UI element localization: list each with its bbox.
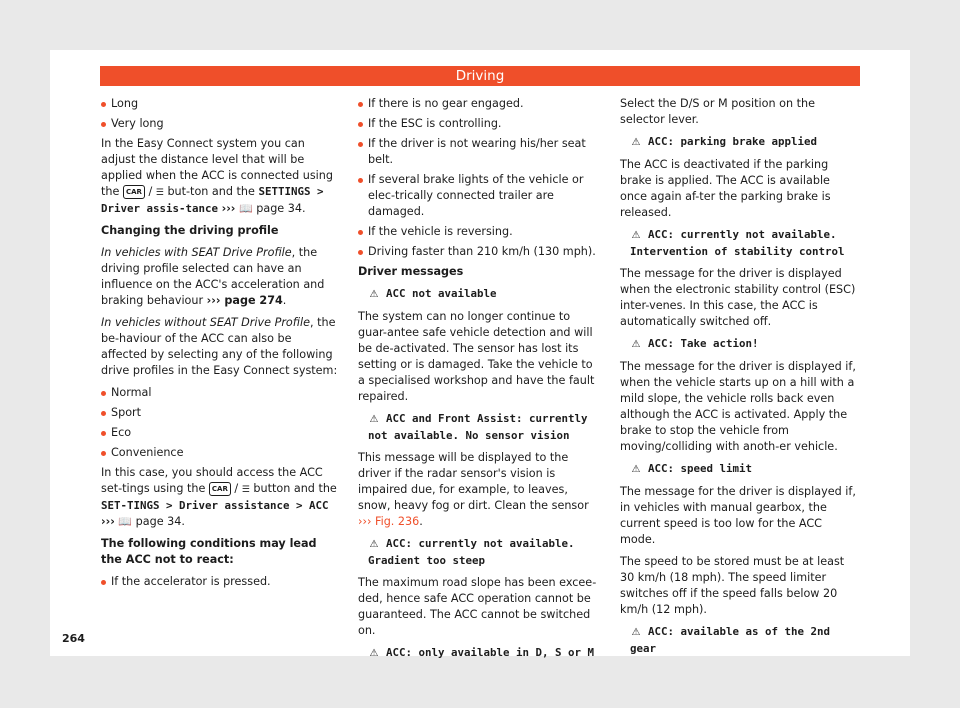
column-2: If there is no gear engaged. If the ESC is controlling. If the driver is not wearing his/her seat belt. If several brake lights of the vehicle or elec-trically connected trailer are damaged. If the vehicle is reversing. Driving faster than 210 km/h (130 mph). Driver messages ⚠ ACC not available The system can no longer continue to guar-antee safe vehicle detection and will be de-activated. The sensor has lost its setting or is damaged. Take the vehicle to a specialised workshop and have the fault repaired. ⚠ ACC and Front Assist: currently not available. No sensor vision This message will be displayed to the driver if the radar sensor's vision is impaired due, for example, to leaves, snow, heavy fog or dirt. Clean the sensor ››› Fig. 236. ⚠ ACC: currently not available. Gradient too steep The maximum road slope has been excee-ded, hence safe ACC operation cannot be guaranteed. The ACC cannot be switched on. ⚠ ACC: only available in D, S or M [358, 96, 598, 668]
access-paragraph: In this case, you should access the ACC set-tings using the CAR / ☰ button and the SET-TINGS > Driver assistance > ACC ››› 📖 page 34. [101, 466, 337, 528]
settings-path: SETTINGS > Driver assis-tance [101, 185, 324, 215]
driver-message: ⚠ ACC: available as of the 2nd gear [630, 625, 831, 655]
warning-icon: ⚠ [631, 464, 641, 475]
page-reference[interactable]: page 34. [256, 202, 306, 215]
driver-message: ⚠ ACC: Take action! [620, 336, 860, 353]
bullet-dot [358, 230, 363, 235]
warning-icon: ⚠ [631, 137, 641, 148]
list-item: Eco [101, 425, 341, 441]
driver-message: ⚠ ACC: parking brake applied [620, 134, 860, 151]
list-item: Long [101, 96, 341, 112]
page-reference[interactable]: page 34. [135, 515, 185, 528]
driver-message: ⚠ ACC: currently not available. Gradient too steep [368, 537, 575, 567]
driver-message: ⚠ ACC: currently not available. Intervention of stability control [630, 228, 845, 258]
list-item: Sport [101, 405, 341, 421]
bullet-dot [358, 102, 363, 107]
list-item: Normal [101, 385, 341, 401]
driver-message: ⚠ ACC: only available in D, S or M [358, 645, 598, 662]
book-icon: 📖 [238, 202, 253, 215]
warning-icon: ⚠ [631, 230, 641, 241]
bullet-dot [101, 102, 106, 107]
bullet-dot [101, 451, 106, 456]
bullet-dot [101, 122, 106, 127]
list-item: Convenience [101, 445, 341, 461]
menu-icon: ☰ [155, 188, 164, 198]
driver-message: ⚠ ACC not available [358, 286, 598, 303]
bullet-dot [101, 391, 106, 396]
profile-paragraph-2: In vehicles without SEAT Drive Profile, the be-haviour of the ACC can also be affected by selecting any of the following drive profiles in the Easy Connect system: [101, 316, 338, 377]
bullet-dot [101, 411, 106, 416]
list-item: If the vehicle is reversing. [358, 224, 598, 240]
bullet-dot [358, 142, 363, 147]
driver-message: ⚠ ACC and Front Assist: currently not available. No sensor vision [368, 412, 588, 442]
bullet-dot [358, 250, 363, 255]
list-item: Driving faster than 210 km/h (130 mph). [358, 244, 598, 260]
column-3: Select the D/S or M position on the selector lever. ⚠ ACC: parking brake applied The ACC is deactivated if the parking brake is applied. The ACC is available once again af-ter the parking brake is released. ⚠ ACC: currently not available. Intervention of stability control The message for the driver is displayed when the electronic stability control (ESC) inter-venes. In this case, the ACC is automatically switched off. ⚠ ACC: Take action! The message for the driver is displayed if, when the vehicle starts up on a hill with a mild slope, the vehicle rolls back even although the ACC is activated. Apply the brake to stop the vehicle from moving/colliding with anoth-er vehicle. ⚠ ACC: speed limit The message for the driver is displayed if, in vehicles with manual gearbox, the current speed is too low for the ACC mode. The speed to be stored must be at least 30 km/h (18 mph). The speed limiter switches off if the speed falls below 20 km/h (12 mph). ⚠ ACC: available as of the 2nd gear [620, 96, 860, 663]
warning-icon: ⚠ [631, 339, 641, 350]
section-heading: Driver messages [358, 265, 464, 278]
profile-paragraph: In vehicles with SEAT Drive Profile, the driving profile selected can have an influence on the ACC's acceleration and braking behaviour ››› page 274. [101, 246, 325, 307]
warning-icon: ⚠ [369, 539, 379, 550]
list-item: If there is no gear engaged. [358, 96, 598, 112]
driver-message: ⚠ ACC: speed limit [620, 461, 860, 478]
menu-icon: ☰ [241, 485, 250, 495]
settings-path: SET-TINGS > Driver assistance > ACC [101, 499, 329, 512]
car-button-icon: CAR [123, 185, 145, 199]
book-icon: 📖 [118, 515, 133, 528]
figure-reference[interactable]: ››› Fig. 236 [358, 515, 420, 528]
bullet-dot [358, 122, 363, 127]
warning-icon: ⚠ [369, 414, 379, 425]
page-reference[interactable]: ››› page 274 [206, 294, 283, 307]
list-item: If several brake lights of the vehicle or elec-trically connected trailer are damaged. [358, 172, 598, 220]
section-header: Driving [100, 66, 860, 86]
list-item: If the accelerator is pressed. [101, 574, 341, 590]
easy-connect-paragraph: In the Easy Connect system you can adjust the distance level that will be applied when the ACC is connected using the CAR / ☰ but-ton and the SETTINGS > Driver assis-tance ››› 📖 page 34. [101, 137, 333, 215]
column-1 [101, 96, 341, 594]
list-item: If the driver is not wearing his/her seat belt. [358, 136, 598, 168]
page-number: 264 [62, 632, 85, 645]
bullet-dot [101, 431, 106, 436]
warning-icon: ⚠ [631, 627, 641, 638]
section-heading: Changing the driving profile [101, 224, 279, 237]
list-item: Very long [101, 116, 341, 132]
list-item: If the ESC is controlling. [358, 116, 598, 132]
section-heading: The following conditions may lead the ACC not to react: [101, 537, 317, 566]
car-button-icon: CAR [209, 482, 231, 496]
bullet-dot [358, 178, 363, 183]
bullet-dot [101, 580, 106, 585]
warning-icon: ⚠ [369, 648, 379, 659]
warning-icon: ⚠ [369, 289, 379, 300]
